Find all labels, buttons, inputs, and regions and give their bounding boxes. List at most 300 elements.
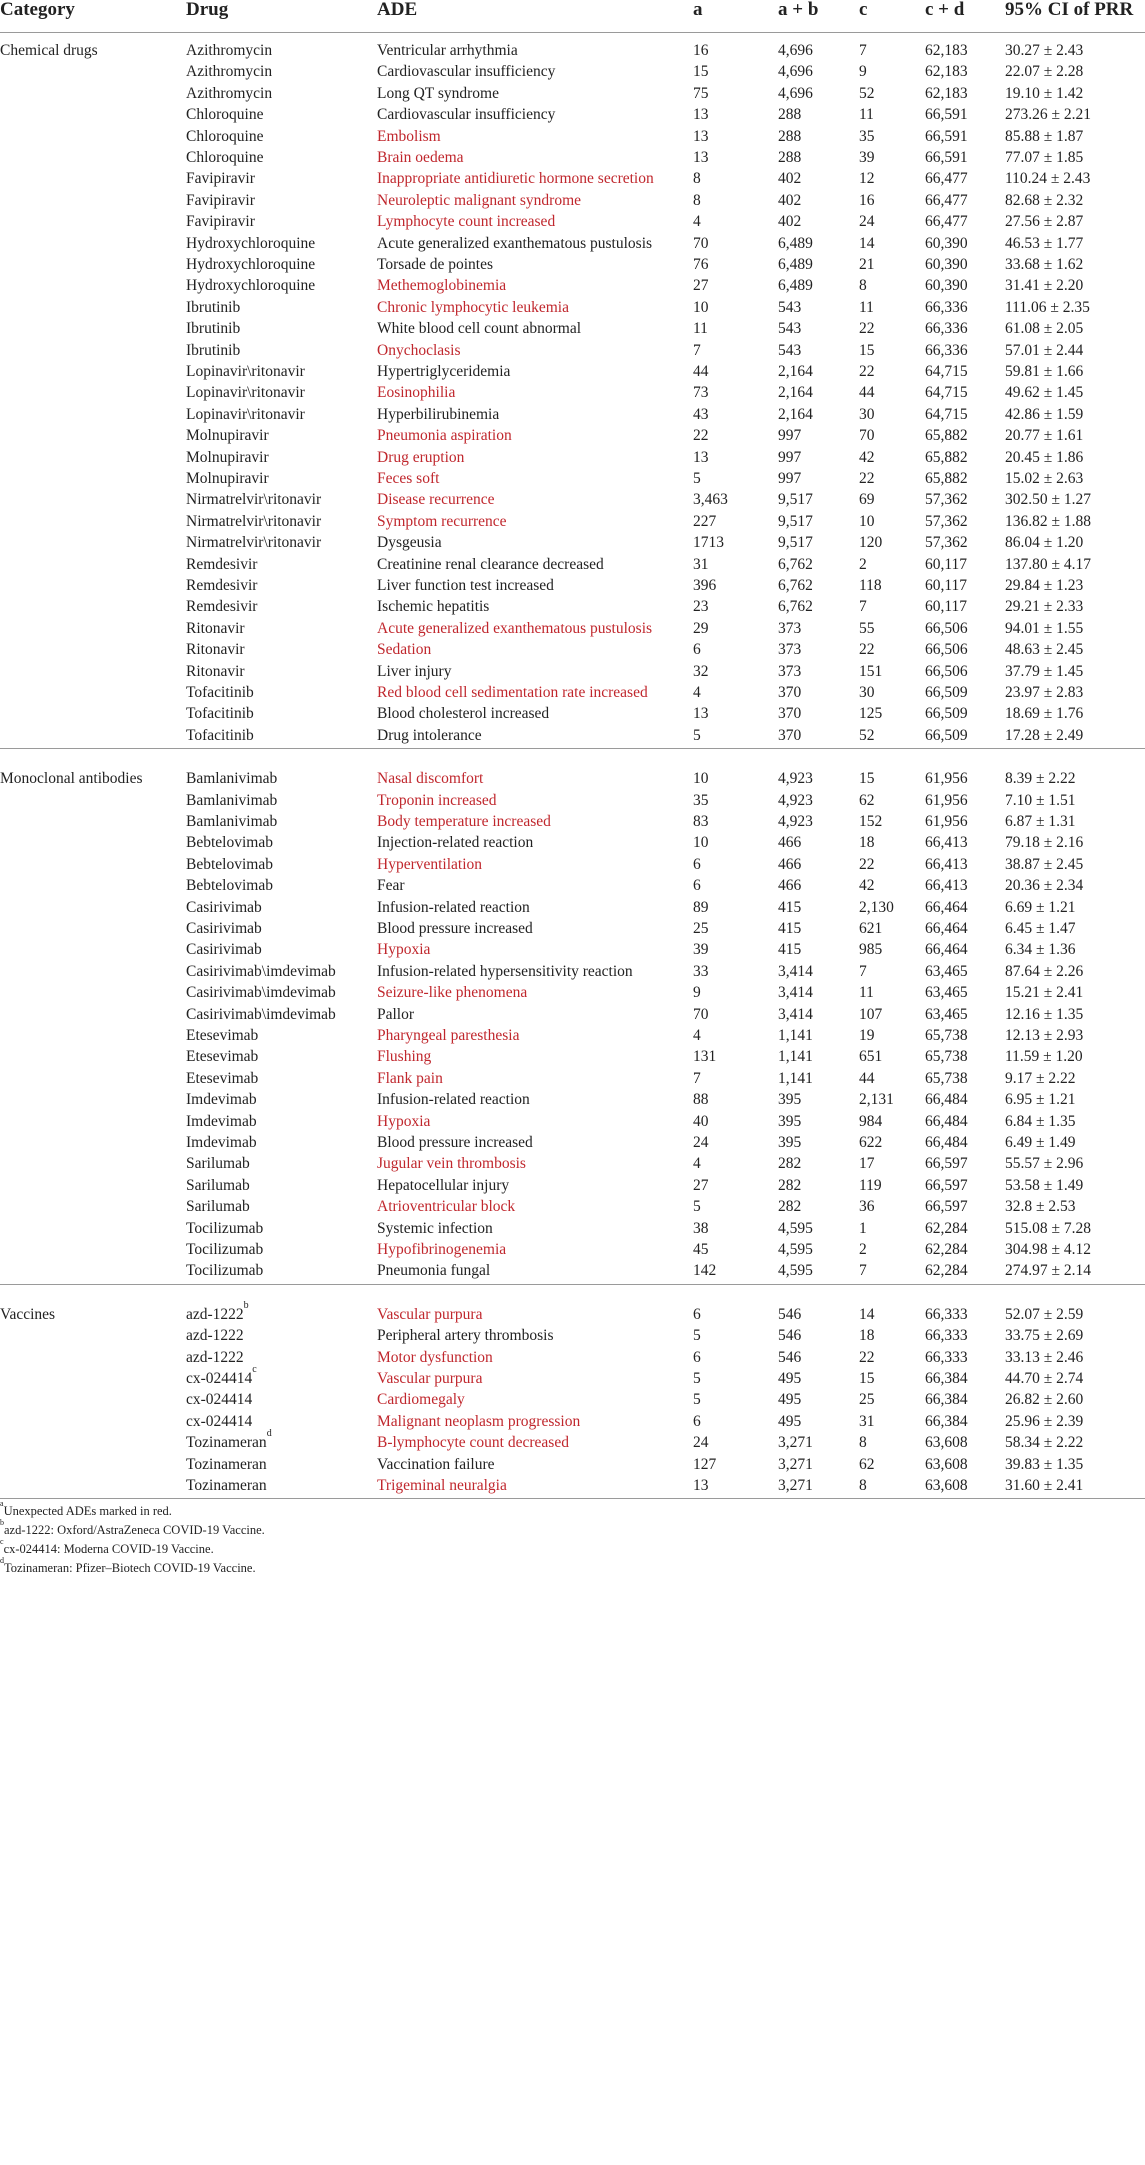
ade-cell: Embolism xyxy=(377,127,441,145)
drug-cell: Tofacitinib xyxy=(186,726,254,744)
c-plus-d-cell: 66,333 xyxy=(925,1348,968,1366)
c-cell: 1 xyxy=(859,1219,867,1237)
c-cell: 120 xyxy=(859,534,883,552)
ci-cell: 302.50 ± 1.27 xyxy=(1005,491,1092,509)
a-cell: 6 xyxy=(693,1412,701,1430)
c-cell: 10 xyxy=(859,512,875,530)
c-plus-d-cell: 66,509 xyxy=(925,726,968,744)
c-plus-d-cell: 65,882 xyxy=(925,470,968,487)
ade-cell: Neuroleptic malignant syndrome xyxy=(377,191,582,209)
c-cell: 9 xyxy=(859,63,867,81)
a-cell: 27 xyxy=(693,277,709,295)
ade-cell: Methemoglobinemia xyxy=(377,277,507,295)
group-rule xyxy=(0,1284,1145,1285)
a-cell: 32 xyxy=(693,662,709,680)
a-plus-b-cell: 546 xyxy=(778,1327,802,1345)
ade-cell: Hypoxia xyxy=(377,941,431,959)
c-cell: 44 xyxy=(859,384,875,402)
drug-cell: Chloroquine xyxy=(186,149,264,166)
c-plus-d-cell: 57,362 xyxy=(925,512,968,530)
drug-cell: Azithromycin xyxy=(186,63,273,81)
drug-cell: Azithromycin xyxy=(186,42,273,59)
c-plus-d-cell: 66,597 xyxy=(925,1155,968,1173)
a-plus-b-cell: 6,489 xyxy=(778,277,813,295)
a-cell: 5 xyxy=(693,1391,701,1409)
ci-cell: 12.13 ± 2.93 xyxy=(1005,1027,1084,1044)
a-cell: 6 xyxy=(693,641,701,659)
a-cell: 13 xyxy=(693,149,709,166)
ci-cell: 33.68 ± 1.62 xyxy=(1005,256,1084,273)
c-cell: 8 xyxy=(859,1477,867,1494)
a-cell: 5 xyxy=(693,470,701,487)
c-plus-d-cell: 66,506 xyxy=(925,641,968,659)
c-plus-d-cell: 65,738 xyxy=(925,1069,968,1087)
ade-cell: Trigeminal neuralgia xyxy=(377,1477,507,1494)
footnote xyxy=(0,1499,172,1521)
drug-cell: Ibrutinib xyxy=(186,320,241,338)
a-plus-b-cell: 495 xyxy=(778,1370,802,1387)
a-cell: 13 xyxy=(693,448,709,466)
c-cell: 8 xyxy=(859,1434,867,1452)
c-cell: 35 xyxy=(859,127,875,145)
c-plus-d-cell: 60,117 xyxy=(925,598,968,616)
a-plus-b-cell: 466 xyxy=(778,877,802,895)
a-plus-b-cell: 9,517 xyxy=(778,491,813,509)
a-cell: 33 xyxy=(693,962,709,980)
c-cell: 7 xyxy=(859,1262,867,1280)
a-plus-b-cell: 370 xyxy=(778,684,802,701)
ci-cell: 6.45 ± 1.47 xyxy=(1005,920,1076,937)
ci-cell: 26.82 ± 2.60 xyxy=(1005,1391,1084,1409)
ade-cell: Long QT syndrome xyxy=(377,84,499,102)
ade-cell: Cardiomegaly xyxy=(377,1391,465,1409)
c-cell: 42 xyxy=(859,448,875,466)
table-header xyxy=(0,0,1145,32)
ade-cell: Injection-related reaction xyxy=(377,834,534,852)
footnote xyxy=(0,1556,256,1578)
c-cell: 30 xyxy=(859,684,875,701)
c-plus-d-cell: 57,362 xyxy=(925,534,968,552)
drug-cell: Etesevimab xyxy=(186,1027,259,1044)
ade-cell: Liver injury xyxy=(377,662,452,680)
ade-cell: Red blood cell sedimentation rate increased xyxy=(377,684,648,701)
a-cell: 43 xyxy=(693,405,709,423)
a-plus-b-cell: 2,164 xyxy=(778,405,813,423)
drug-cell: Molnupiravir xyxy=(186,448,269,466)
a-plus-b-cell: 997 xyxy=(778,448,802,466)
a-plus-b-cell: 4,696 xyxy=(778,42,813,59)
a-cell: 24 xyxy=(693,1134,709,1151)
c-cell: 25 xyxy=(859,1391,875,1409)
ci-cell: 515.08 ± 7.28 xyxy=(1005,1219,1092,1237)
drug-cell: Nirmatrelvir\ritonavir xyxy=(186,512,322,530)
a-cell: 11 xyxy=(693,320,708,338)
ade-cell: Lymphocyte count increased xyxy=(377,213,556,231)
category-label: Vaccines xyxy=(0,1305,56,1323)
ade-cell: Fear xyxy=(377,877,405,895)
a-plus-b-cell: 282 xyxy=(778,1176,802,1194)
ade-cell: Vascular purpura xyxy=(377,1305,483,1323)
ade-cell: Pneumonia fungal xyxy=(377,1262,491,1280)
c-plus-d-cell: 66,509 xyxy=(925,705,968,723)
c-cell: 651 xyxy=(859,1048,883,1066)
a-cell: 4 xyxy=(693,213,701,231)
ade-cell: Chronic lymphocytic leukemia xyxy=(377,298,569,316)
a-plus-b-cell: 1,141 xyxy=(778,1069,813,1087)
c-cell: 42 xyxy=(859,877,875,895)
a-plus-b-cell: 495 xyxy=(778,1412,802,1430)
drug-cell: Tozinameran xyxy=(186,1455,267,1473)
c-plus-d-cell: 62,284 xyxy=(925,1241,968,1258)
a-cell: 35 xyxy=(693,791,709,809)
ci-cell: 22.07 ± 2.28 xyxy=(1005,63,1084,81)
c-plus-d-cell: 66,484 xyxy=(925,1112,968,1130)
ade-cell: Infusion-related reaction xyxy=(377,1091,530,1109)
c-plus-d-cell: 66,477 xyxy=(925,213,968,231)
drug-cell: Remdesivir xyxy=(186,555,258,573)
c-plus-d-cell: 63,465 xyxy=(925,962,968,980)
c-cell: 22 xyxy=(859,1348,875,1366)
drug-cell: Ritonavir xyxy=(186,641,245,659)
drug-cell: Molnupiravir xyxy=(186,470,269,487)
a-plus-b-cell: 4,923 xyxy=(778,791,813,809)
c-plus-d-cell: 62,284 xyxy=(925,1219,968,1237)
a-cell: 8 xyxy=(693,170,701,188)
c-plus-d-cell: 66,384 xyxy=(925,1391,968,1409)
c-cell: 22 xyxy=(859,320,875,338)
drug-cell: Lopinavir\ritonavir xyxy=(186,405,305,423)
drug-cell: Remdesivir xyxy=(186,598,258,616)
header-c: c xyxy=(859,0,868,20)
ci-cell: 48.63 ± 2.45 xyxy=(1005,641,1084,659)
a-plus-b-cell: 3,271 xyxy=(778,1455,813,1473)
ci-cell: 77.07 ± 1.85 xyxy=(1005,149,1084,166)
ade-cell: Troponin increased xyxy=(377,791,497,809)
footnote-text: azd-1222: Oxford/AstraZeneca COVID-19 Vaccine. xyxy=(4,1523,265,1538)
ade-cell: Ventricular arrhythmia xyxy=(377,42,518,59)
ade-cell: Cardiovascular insufficiency xyxy=(377,106,556,124)
a-plus-b-cell: 997 xyxy=(778,470,802,487)
c-plus-d-cell: 60,390 xyxy=(925,277,968,295)
drug-cell: Favipiravir xyxy=(186,213,255,231)
ci-cell: 79.18 ± 2.16 xyxy=(1005,834,1084,852)
ade-cell: Acute generalized exanthematous pustulosis xyxy=(377,619,653,637)
a-plus-b-cell: 373 xyxy=(778,619,802,637)
ade-cell: Onychoclasis xyxy=(377,341,461,359)
c-cell: 118 xyxy=(859,577,882,594)
a-cell: 22 xyxy=(693,427,709,445)
a-cell: 4 xyxy=(693,684,701,701)
drug-cell: Lopinavir\ritonavir xyxy=(186,363,305,380)
a-plus-b-cell: 415 xyxy=(778,920,802,937)
footnote xyxy=(0,1537,214,1559)
a-plus-b-cell: 370 xyxy=(778,726,802,744)
ci-cell: 29.84 ± 1.23 xyxy=(1005,577,1084,594)
c-plus-d-cell: 65,738 xyxy=(925,1027,968,1044)
ci-cell: 274.97 ± 2.14 xyxy=(1005,1262,1092,1280)
group-rule xyxy=(0,1498,1145,1499)
ci-cell: 15.21 ± 2.41 xyxy=(1005,984,1084,1002)
c-plus-d-cell: 66,591 xyxy=(925,149,968,166)
a-cell: 5 xyxy=(693,1198,701,1216)
ci-cell: 17.28 ± 2.49 xyxy=(1005,726,1084,744)
a-cell: 40 xyxy=(693,1112,709,1130)
ci-cell: 20.45 ± 1.86 xyxy=(1005,448,1084,466)
c-plus-d-cell: 65,738 xyxy=(925,1048,968,1066)
c-plus-d-cell: 66,413 xyxy=(925,834,968,852)
ade-cell: Hypertriglyceridemia xyxy=(377,363,511,380)
a-plus-b-cell: 4,696 xyxy=(778,84,813,102)
a-plus-b-cell: 395 xyxy=(778,1112,802,1130)
a-plus-b-cell: 415 xyxy=(778,898,802,916)
a-cell: 6 xyxy=(693,855,701,873)
c-cell: 22 xyxy=(859,855,875,873)
a-cell: 1713 xyxy=(693,534,724,552)
ci-cell: 7.10 ± 1.51 xyxy=(1005,791,1076,809)
drug-cell: Imdevimab xyxy=(186,1134,257,1151)
a-cell: 15 xyxy=(693,63,709,81)
c-cell: 8 xyxy=(859,277,867,295)
c-plus-d-cell: 62,183 xyxy=(925,84,968,102)
ade-cell: Hypoxia xyxy=(377,1112,431,1130)
drug-cell: Tofacitinib xyxy=(186,705,254,723)
header-ade: ADE xyxy=(377,0,418,20)
ci-cell: 136.82 ± 1.88 xyxy=(1005,512,1092,530)
c-cell: 18 xyxy=(859,1327,875,1345)
drug-cell: Hydroxychloroquine xyxy=(186,234,316,252)
c-plus-d-cell: 66,477 xyxy=(925,191,968,209)
a-plus-b-cell: 543 xyxy=(778,298,802,316)
a-cell: 10 xyxy=(693,770,709,788)
a-plus-b-cell: 3,414 xyxy=(778,1005,813,1023)
ade-cell: Peripheral artery thrombosis xyxy=(377,1327,554,1345)
c-cell: 2,131 xyxy=(859,1091,894,1109)
ci-cell: 6.95 ± 1.21 xyxy=(1005,1091,1076,1109)
a-plus-b-cell: 1,141 xyxy=(778,1048,813,1066)
ade-cell: White blood cell count abnormal xyxy=(377,320,582,338)
drug-cell: Ritonavir xyxy=(186,662,245,680)
ade-cell: Symptom recurrence xyxy=(377,512,507,530)
header-a: a xyxy=(693,0,703,20)
a-cell: 8 xyxy=(693,191,701,209)
ci-cell: 42.86 ± 1.59 xyxy=(1005,405,1084,423)
header-a-plus-b: a + b xyxy=(778,0,819,20)
c-cell: 36 xyxy=(859,1198,875,1216)
ade-cell: Flank pain xyxy=(377,1069,443,1087)
ade-cell: Infusion-related hypersensitivity reaction xyxy=(377,962,633,980)
drug-cell: Chloroquine xyxy=(186,127,264,145)
a-cell: 396 xyxy=(693,577,717,594)
ade-cell: Malignant neoplasm progression xyxy=(377,1412,581,1430)
c-plus-d-cell: 64,715 xyxy=(925,384,968,402)
header-c-plus-d: c + d xyxy=(925,0,965,20)
c-cell: 14 xyxy=(859,234,875,252)
a-cell: 38 xyxy=(693,1219,709,1237)
a-plus-b-cell: 466 xyxy=(778,834,802,852)
header-ci: 95% CI of PRR xyxy=(1005,0,1134,20)
a-plus-b-cell: 6,489 xyxy=(778,234,813,252)
ci-cell: 110.24 ± 2.43 xyxy=(1005,170,1091,188)
a-plus-b-cell: 395 xyxy=(778,1091,802,1109)
c-cell: 22 xyxy=(859,363,875,380)
ci-cell: 25.96 ± 2.39 xyxy=(1005,1412,1084,1430)
c-plus-d-cell: 66,484 xyxy=(925,1091,968,1109)
a-plus-b-cell: 2,164 xyxy=(778,384,813,402)
c-plus-d-cell: 66,464 xyxy=(925,898,968,916)
ci-cell: 11.59 ± 1.20 xyxy=(1005,1048,1083,1066)
c-plus-d-cell: 57,362 xyxy=(925,491,968,509)
c-plus-d-cell: 66,477 xyxy=(925,170,968,188)
a-cell: 39 xyxy=(693,941,709,959)
c-plus-d-cell: 66,591 xyxy=(925,127,968,145)
a-plus-b-cell: 4,923 xyxy=(778,770,813,788)
a-cell: 23 xyxy=(693,598,709,616)
c-cell: 55 xyxy=(859,619,875,637)
drug-cell: Ibrutinib xyxy=(186,298,241,316)
drug-cell: Chloroquine xyxy=(186,106,264,124)
drug-cell: Casirivimab xyxy=(186,898,262,916)
c-cell: 985 xyxy=(859,941,883,959)
drug-cell: Etesevimab xyxy=(186,1069,259,1087)
ci-cell: 82.68 ± 2.32 xyxy=(1005,191,1084,209)
c-plus-d-cell: 66,336 xyxy=(925,320,968,338)
footnote-mark: a xyxy=(0,1499,4,1509)
c-cell: 30 xyxy=(859,405,875,423)
ade-cell: Sedation xyxy=(377,641,432,659)
drug-cell: azd-1222 xyxy=(186,1348,244,1366)
a-cell: 75 xyxy=(693,84,709,102)
a-cell: 13 xyxy=(693,127,709,145)
drug-cell: Ibrutinib xyxy=(186,341,241,359)
a-plus-b-cell: 543 xyxy=(778,341,802,359)
a-plus-b-cell: 495 xyxy=(778,1391,802,1409)
a-cell: 83 xyxy=(693,813,709,830)
c-cell: 125 xyxy=(859,705,883,723)
c-plus-d-cell: 60,390 xyxy=(925,234,968,252)
drug-cell: Tozinameran$^d$ xyxy=(186,1428,272,1452)
ade-cell: Hyperbilirubinemia xyxy=(377,405,500,423)
a-plus-b-cell: 402 xyxy=(778,213,802,231)
group-rule xyxy=(0,748,1145,749)
c-cell: 107 xyxy=(859,1005,883,1023)
ci-cell: 15.02 ± 2.63 xyxy=(1005,470,1084,487)
c-cell: 622 xyxy=(859,1134,883,1151)
drug-cell: Imdevimab xyxy=(186,1112,257,1130)
header-rule xyxy=(0,32,1145,33)
footnote-mark: d xyxy=(0,1556,4,1566)
drug-cell: azd-1222 xyxy=(186,1327,244,1345)
footnote-mark: b xyxy=(0,1518,4,1528)
ci-cell: 6.34 ± 1.36 xyxy=(1005,941,1076,959)
a-plus-b-cell: 4,595 xyxy=(778,1262,813,1280)
a-cell: 4 xyxy=(693,1155,701,1173)
ci-cell: 273.26 ± 2.21 xyxy=(1005,106,1092,124)
c-cell: 15 xyxy=(859,341,875,359)
a-cell: 45 xyxy=(693,1241,709,1258)
a-plus-b-cell: 6,489 xyxy=(778,256,813,273)
category-label: Chemical drugs xyxy=(0,42,98,59)
a-cell: 7 xyxy=(693,1069,701,1087)
a-cell: 142 xyxy=(693,1262,717,1280)
a-cell: 31 xyxy=(693,555,709,573)
a-plus-b-cell: 282 xyxy=(778,1198,802,1216)
ade-cell: Hypofibrinogenemia xyxy=(377,1241,507,1258)
footnote-text: cx-024414: Moderna COVID-19 Vaccine. xyxy=(3,1542,214,1557)
a-cell: 13 xyxy=(693,1477,709,1494)
c-plus-d-cell: 63,465 xyxy=(925,1005,968,1023)
ade-cell: Drug intolerance xyxy=(377,726,482,744)
drug-cell: Tofacitinib xyxy=(186,684,254,701)
drug-cell: Imdevimab xyxy=(186,1091,257,1109)
drug-cell: Sarilumab xyxy=(186,1198,250,1216)
a-cell: 227 xyxy=(693,512,717,530)
c-plus-d-cell: 66,464 xyxy=(925,920,968,937)
a-plus-b-cell: 6,762 xyxy=(778,598,813,616)
a-plus-b-cell: 373 xyxy=(778,641,802,659)
ade-cell: Vascular purpura xyxy=(377,1370,483,1387)
table-row xyxy=(0,1471,1145,1501)
drug-cell: Favipiravir xyxy=(186,191,255,209)
c-plus-d-cell: 66,333 xyxy=(925,1327,968,1345)
c-plus-d-cell: 63,608 xyxy=(925,1477,968,1494)
a-cell: 3,463 xyxy=(693,491,728,509)
ci-cell: 39.83 ± 1.35 xyxy=(1005,1455,1084,1473)
drug-cell: Hydroxychloroquine xyxy=(186,256,316,273)
ci-cell: 33.13 ± 2.46 xyxy=(1005,1348,1084,1366)
c-cell: 44 xyxy=(859,1069,875,1087)
ci-cell: 31.41 ± 2.20 xyxy=(1005,277,1084,295)
drug-cell: Sarilumab xyxy=(186,1155,250,1173)
drug-cell: Casirivimab\imdevimab xyxy=(186,1005,336,1023)
a-cell: 9 xyxy=(693,984,701,1002)
c-plus-d-cell: 66,597 xyxy=(925,1198,968,1216)
a-plus-b-cell: 370 xyxy=(778,705,802,723)
ade-cell: Jugular vein thrombosis xyxy=(377,1155,526,1173)
ci-cell: 53.58 ± 1.49 xyxy=(1005,1176,1084,1194)
ci-cell: 9.17 ± 2.22 xyxy=(1005,1069,1076,1087)
ci-cell: 52.07 ± 2.59 xyxy=(1005,1305,1084,1323)
table-row xyxy=(0,721,1145,751)
ci-cell: 6.49 ± 1.49 xyxy=(1005,1134,1076,1151)
a-cell: 89 xyxy=(693,898,709,916)
a-plus-b-cell: 4,595 xyxy=(778,1219,813,1237)
ci-cell: 33.75 ± 2.69 xyxy=(1005,1327,1084,1345)
drug-cell: Bebtelovimab xyxy=(186,855,273,873)
footnote-text: Tozinameran: Pfizer–Biotech COVID-19 Vaccine. xyxy=(4,1561,256,1576)
a-cell: 5 xyxy=(693,1370,701,1387)
c-cell: 19 xyxy=(859,1027,875,1044)
c-cell: 24 xyxy=(859,213,875,231)
ci-cell: 55.57 ± 2.96 xyxy=(1005,1155,1084,1173)
a-plus-b-cell: 6,762 xyxy=(778,555,813,573)
c-cell: 69 xyxy=(859,491,875,509)
ade-cell: Body temperature increased xyxy=(377,813,551,830)
a-cell: 24 xyxy=(693,1434,709,1452)
drug-cell: Casirivimab xyxy=(186,920,262,937)
c-plus-d-cell: 66,384 xyxy=(925,1370,968,1387)
a-plus-b-cell: 3,271 xyxy=(778,1434,813,1452)
a-plus-b-cell: 1,141 xyxy=(778,1027,813,1044)
c-cell: 52 xyxy=(859,84,875,102)
ade-cell: Dysgeusia xyxy=(377,534,442,552)
footnote-mark: d xyxy=(266,1428,272,1440)
a-plus-b-cell: 466 xyxy=(778,855,802,873)
c-plus-d-cell: 66,336 xyxy=(925,341,968,359)
ade-cell: Flushing xyxy=(377,1048,432,1066)
a-plus-b-cell: 395 xyxy=(778,1134,802,1151)
ci-cell: 94.01 ± 1.55 xyxy=(1005,619,1084,637)
ade-cell: Vaccination failure xyxy=(377,1455,495,1473)
